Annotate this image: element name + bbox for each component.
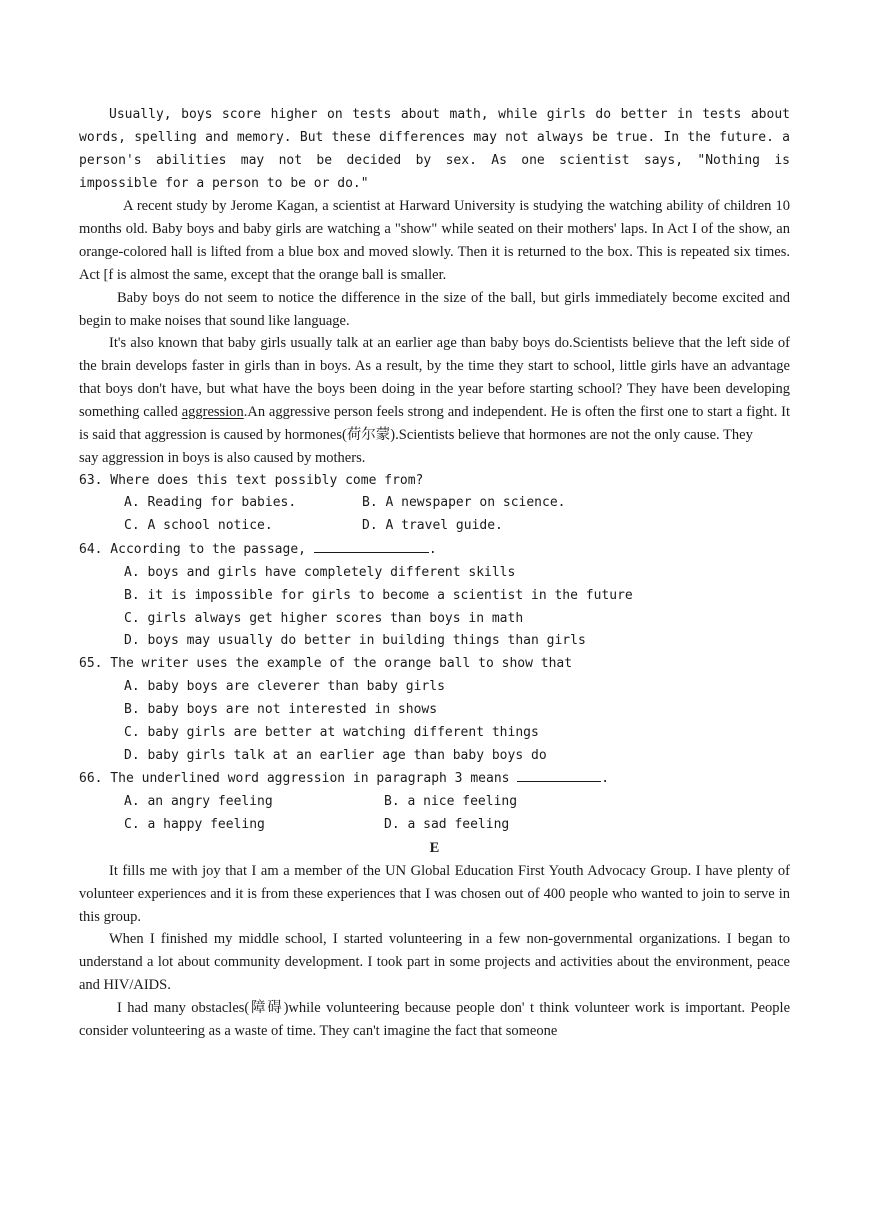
question-66-stem-text: 66. The underlined word aggression in paragraph 3 means [79, 771, 518, 787]
option-a: A. baby boys are cleverer than baby girls [124, 679, 445, 695]
document-body [79, 104, 790, 1043]
option-b: B. it is impossible for girls to become a scientist in the future [124, 587, 633, 603]
question-63-options-cd [124, 515, 790, 538]
passage-e-paragraph-1: It fills me with joy that I am a member of the UN Global Education First Youth Advocacy Group. I have plenty of volunteer experiences and it is from these experiences that I was chosen out of 400 people who wanted to join to serve in this group. [79, 862, 790, 925]
question-64-stem [79, 538, 790, 562]
option-b: B. a nice feeling [384, 794, 518, 810]
option-a: A. boys and girls have completely different skills [124, 564, 516, 580]
option-c: C. baby girls are better at watching different things [124, 724, 539, 740]
passage-e-paragraph-3: I had many obstacles(障碍)while volunteering because people don' t think volunteer work is important. People consider volunteering as a waste of time. They can't imagine the fact that someone [79, 999, 790, 1039]
option-d: D. A travel guide. [362, 518, 503, 534]
option-d: D. boys may usually do better in building things than girls [124, 633, 586, 649]
option-c: C. a happy feeling [124, 817, 265, 833]
option-b: B. A newspaper on science. [362, 495, 566, 511]
question-64-stem-end: . [428, 542, 437, 558]
option-d: D. a sad feeling [384, 817, 510, 833]
underlined-word-aggression: aggression [181, 403, 244, 420]
question-65 [79, 653, 790, 767]
passage-d-paragraph-2: A recent study by Jerome Kagan, a scientist at Harward University is studying the watching ability of children 10 months old. Baby boys and baby girls are watching a "show" while seated on their mothers' laps. In Act I of the show, an orange-colored hall is lifted from a blue box and moved slowly. Then it is returned to the box. This is repeated six times. Act [f is almost the same, except that the orange ball is smaller. [79, 198, 790, 283]
option-d: D. baby girls talk at an earlier age than baby boys do [124, 747, 547, 763]
question-66-stem-end: . [601, 771, 610, 787]
passage-d-paragraph-4 [79, 332, 790, 446]
option-a: A. an angry feeling [124, 794, 273, 810]
option-c: C. A school notice. [124, 518, 273, 534]
passage-d-paragraph-4-last-line: say aggression in boys is also caused by mothers. [79, 449, 366, 466]
question-63-options-ab [124, 492, 790, 515]
question-64 [79, 538, 790, 653]
paragraph-4-text-cont: .An aggressive person feels strong and independent. He is often the first one to start a fight. It is said that aggression is caused by hormones(荷尔蒙).Scientists believe that hormones are not the only cause. They [79, 403, 791, 443]
answer-blank [517, 767, 601, 782]
passage-e-paragraph-2: When I finished my middle school, I started volunteering in a few non-governmental organizations. I began to understand a lot about community development. I took part in some projects and activities about the environment, peace and HIV/AIDS. [79, 931, 790, 994]
question-66 [79, 767, 790, 837]
option-c: C. girls always get higher scores than boys in math [124, 610, 524, 626]
answer-blank [314, 538, 429, 553]
passage-e-heading: E [429, 840, 440, 856]
question-64-stem-text: 64. According to the passage, [79, 542, 314, 558]
question-66-stem [79, 767, 790, 791]
question-63-stem: 63. Where does this text possibly come from? [79, 472, 424, 488]
question-63 [79, 470, 790, 539]
question-65-stem: 65. The writer uses the example of the orange ball to show that [79, 656, 573, 672]
paragraph-4-text: It's also known that baby girls usually talk at an earlier age than baby boys do.Scientists believe that the left side of the brain develops faster in girls than in boys. As a result, by the time they start to school, little girls have an advantage that boys don't have, but what have the boys been doing in the year before starting school? They have been developing something called [79, 335, 790, 420]
option-b: B. baby boys are not interested in shows [124, 701, 438, 717]
question-66-options-ab [124, 791, 790, 814]
passage-d-paragraph-3: Baby boys do not seem to notice the difference in the size of the ball, but girls immediately become excited and begin to make noises that sound like language. [79, 289, 790, 329]
option-a: A. Reading for babies. [124, 495, 297, 511]
passage-d-paragraph-1: Usually, boys score higher on tests about math, while girls do better in tests about words, spelling and memory. But these differences may not always be true. In the future. a person's abilities may not be decided by sex. As one scientist says, "Nothing is impossible for a person to be or do." [79, 107, 790, 191]
question-66-options-cd [124, 814, 790, 837]
